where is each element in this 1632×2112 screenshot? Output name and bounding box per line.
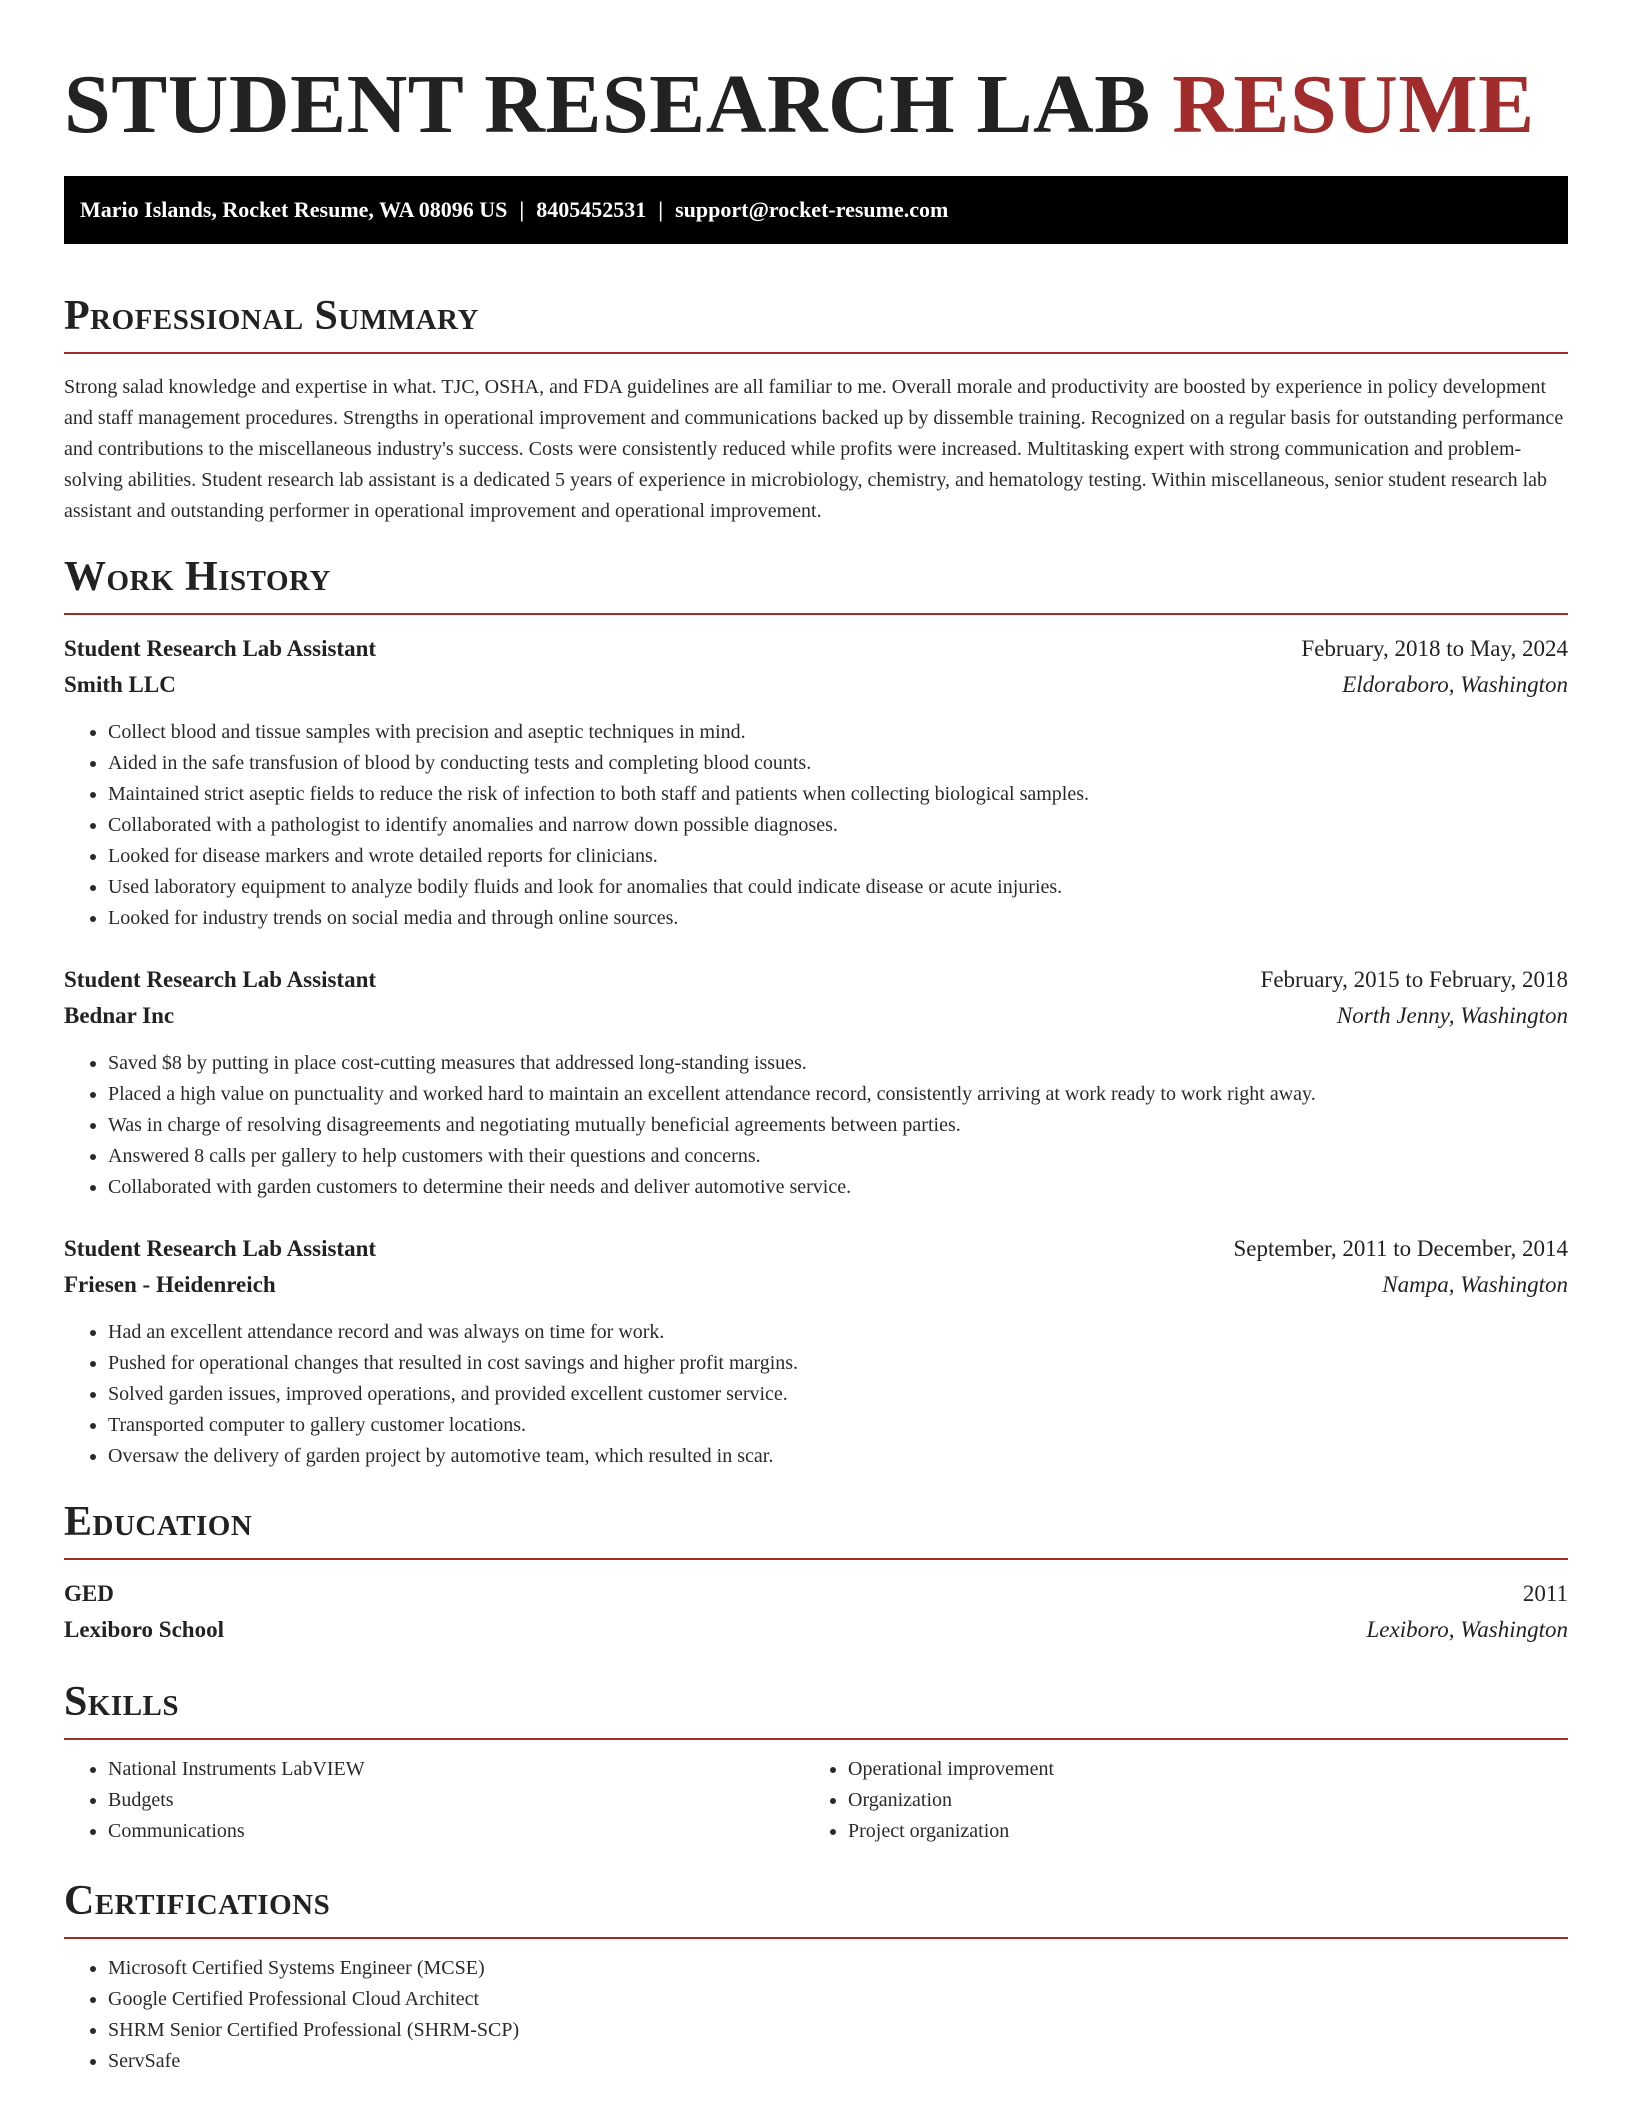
- job-dates: February, 2015 to February, 2018: [1260, 967, 1568, 992]
- job-bullet: • Collaborated with garden customers to determine their needs and deliver automotive service.: [108, 1172, 1568, 1203]
- skills-column-right: [804, 1754, 1544, 1847]
- job-bullet: • Had an excellent attendance record and was always on time for work.: [108, 1317, 1568, 1348]
- education-heading: Education: [64, 1494, 1568, 1560]
- summary-section: [64, 288, 1568, 527]
- job-bullet: • Collect blood and tissue samples with precision and aseptic techniques in mind.: [108, 717, 1568, 748]
- skills-column-left: [64, 1754, 804, 1847]
- resume-title: [64, 0, 1568, 154]
- certification-item: • Microsoft Certified Systems Engineer (MCSE): [108, 1953, 1568, 1984]
- education-section: [64, 1494, 1568, 1648]
- job-header-row: [64, 1231, 1568, 1267]
- job-company: Smith LLC: [64, 672, 176, 697]
- job-dates: September, 2011 to December, 2014: [1233, 1236, 1568, 1261]
- skill-item: • Operational improvement: [848, 1754, 1544, 1785]
- certifications-heading: Certifications: [64, 1873, 1568, 1939]
- job-dates: February, 2018 to May, 2024: [1301, 636, 1568, 661]
- job-company-row: [64, 667, 1568, 703]
- certifications-list: [64, 1953, 1568, 2077]
- job-company: Bednar Inc: [64, 1003, 175, 1028]
- title-main: STUDENT RESEARCH LAB: [64, 58, 1151, 151]
- education-year: 2011: [1522, 1581, 1568, 1606]
- contact-separator: |: [519, 197, 525, 222]
- skills-grid: [64, 1754, 1568, 1847]
- contact-separator: |: [658, 197, 664, 222]
- job-title: Student Research Lab Assistant: [64, 967, 377, 992]
- job-bullet: • Solved garden issues, improved operations, and provided excellent customer service.: [108, 1379, 1568, 1410]
- contact-email: support@rocket-resume.com: [675, 197, 949, 222]
- summary-text: Strong salad knowledge and expertise in what. TJC, OSHA, and FDA guidelines are all familiar to me. Overall morale and productivity are boosted by experience in policy development and staff management procedures. Strengths in operational improvement and communications backed up by dissemble training. Recognized on a regular basis for outstanding performance and contributions to the miscellaneous industry's success. Costs were consistently reduced while profits were increased. Multitasking expert with strong communication and problem-solving abilities. Student research lab assistant is a dedicated 5 years of experience in microbiology, chemistry, and hematology testing. Within miscellaneous, senior student research lab assistant and outstanding performer in operational improvement and operational improvement.: [64, 376, 1564, 522]
- education-location: Lexiboro, Washington: [1366, 1617, 1568, 1642]
- skills-section: [64, 1674, 1568, 1847]
- education-school: Lexiboro School: [64, 1617, 224, 1642]
- title-accent: RESUME: [1172, 58, 1535, 151]
- job-entry: [64, 631, 1568, 934]
- contact-address: Mario Islands, Rocket Resume, WA 08096 US: [80, 197, 508, 222]
- job-entry: [64, 962, 1568, 1203]
- job-location: Nampa, Washington: [1382, 1272, 1568, 1297]
- job-company-row: [64, 1267, 1568, 1303]
- skill-item: • National Instruments LabVIEW: [108, 1754, 804, 1785]
- contact-phone: 8405452531: [536, 197, 647, 222]
- job-bullet: • Answered 8 calls per gallery to help customers with their questions and concerns.: [108, 1141, 1568, 1172]
- job-company-row: [64, 998, 1568, 1034]
- job-bullet: • Collaborated with a pathologist to identify anomalies and narrow down possible diagnoses.: [108, 810, 1568, 841]
- resume-page: [64, 0, 1568, 2077]
- education-school-row: [64, 1612, 1568, 1648]
- job-bullet: • Transported computer to gallery customer locations.: [108, 1410, 1568, 1441]
- job-bullets: [64, 717, 1568, 934]
- skill-item: • Communications: [108, 1816, 804, 1847]
- summary-heading: Professional Summary: [64, 288, 1568, 354]
- certification-item: • SHRM Senior Certified Professional (SHRM-SCP): [108, 2015, 1568, 2046]
- job-title: Student Research Lab Assistant: [64, 1236, 377, 1261]
- job-location: North Jenny, Washington: [1336, 1003, 1568, 1028]
- certification-item: • ServSafe: [108, 2046, 1568, 2077]
- job-bullet: • Was in charge of resolving disagreements and negotiating mutually beneficial agreements between parties.: [108, 1110, 1568, 1141]
- job-bullets: [64, 1317, 1568, 1472]
- job-bullet: • Maintained strict aseptic fields to reduce the risk of infection to both staff and patients when collecting biological samples.: [108, 779, 1568, 810]
- job-bullet: • Oversaw the delivery of garden project by automotive team, which resulted in scar.: [108, 1441, 1568, 1472]
- contact-bar: [64, 176, 1568, 244]
- job-bullet: • Looked for disease markers and wrote detailed reports for clinicians.: [108, 841, 1568, 872]
- job-location: Eldoraboro, Washington: [1342, 672, 1568, 697]
- job-bullet: • Used laboratory equipment to analyze bodily fluids and look for anomalies that could indicate disease or acute injuries.: [108, 872, 1568, 903]
- job-bullets: [64, 1048, 1568, 1203]
- job-entry: [64, 1231, 1568, 1472]
- job-title: Student Research Lab Assistant: [64, 636, 377, 661]
- job-company: Friesen - Heidenreich: [64, 1272, 276, 1297]
- job-bullet: • Pushed for operational changes that resulted in cost savings and higher profit margins.: [108, 1348, 1568, 1379]
- education-entry: [64, 1576, 1568, 1648]
- work-history-section: [64, 549, 1568, 1472]
- education-header-row: [64, 1576, 1568, 1612]
- skill-item: • Project organization: [848, 1816, 1544, 1847]
- skill-item: • Organization: [848, 1785, 1544, 1816]
- certification-item: • Google Certified Professional Cloud Architect: [108, 1984, 1568, 2015]
- skills-heading: Skills: [64, 1674, 1568, 1740]
- job-bullet: • Saved $8 by putting in place cost-cutting measures that addressed long-standing issues.: [108, 1048, 1568, 1079]
- job-bullet: • Placed a high value on punctuality and worked hard to maintain an excellent attendance record, consistently arriving at work ready to work right away.: [108, 1079, 1568, 1110]
- education-degree: GED: [64, 1581, 114, 1606]
- job-bullet: • Aided in the safe transfusion of blood by conducting tests and completing blood counts.: [108, 748, 1568, 779]
- skill-item: • Budgets: [108, 1785, 804, 1816]
- certifications-section: [64, 1873, 1568, 2077]
- job-bullet: • Looked for industry trends on social media and through online sources.: [108, 903, 1568, 934]
- work-history-heading: Work History: [64, 549, 1568, 615]
- job-header-row: [64, 631, 1568, 667]
- job-header-row: [64, 962, 1568, 998]
